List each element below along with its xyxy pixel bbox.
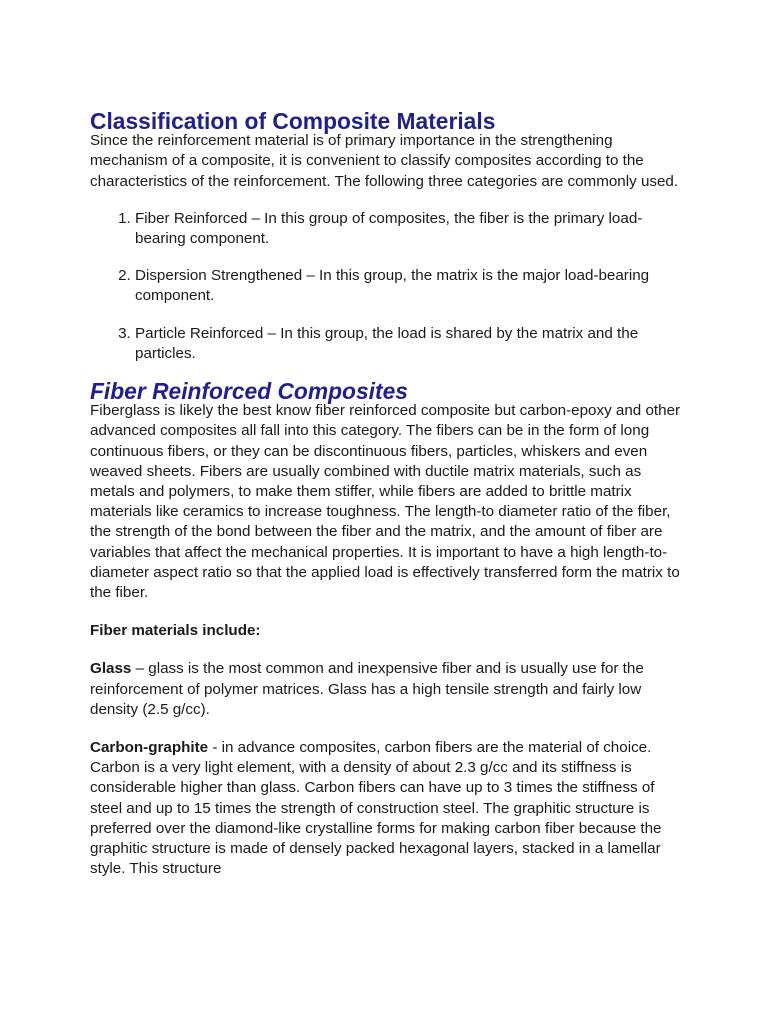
material-carbon-graphite-text: - in advance composites, carbon fibers are the material of choice. Carbon is a very light element, with a density of about 2.3 g/cc and its stiffness is considerable higher than glass. Carbon fibers can have up to 3 times the stiffness of steel and up to 15 times the strength of construction steel. The graphitic structure is preferred over the diamond-like crystalline forms for making carbon fiber because the graphitic structure is made of densely packed hexagonal layers, stacked in a lamellar style. This structure: [90, 739, 662, 878]
material-glass-text: – glass is the most common and inexpensive fiber and is usually use for the reinforcement of polymer matrices. Glass has a high tensile strength and fairly low density (2.5 g/cc).: [90, 660, 644, 718]
category-item-dispersion-strengthened: 2. Dispersion Strengthened – In this group, the matrix is the major load-bearing component.: [135, 266, 682, 306]
category-list: [90, 209, 682, 364]
document-page: [90, 108, 682, 880]
section-heading-classification: Classification of Composite Materials: [90, 108, 496, 134]
material-carbon-graphite: [90, 738, 682, 879]
category-item-fiber-reinforced: 1. Fiber Reinforced – In this group of composites, the fiber is the primary load-bearing component.: [135, 209, 682, 249]
category-item-particle-reinforced: 3. Particle Reinforced – In this group, the load is shared by the matrix and the particles.: [135, 324, 682, 364]
material-carbon-graphite-term: Carbon-graphite: [90, 739, 209, 757]
fiber-materials-heading: Fiber materials include:: [90, 622, 261, 640]
intro-paragraph: Since the reinforcement material is of primary importance in the strengthening mechanism of a composite, it is convenient to classify composites according to the characteristics of the reinforcement. The following three categories are commonly used.: [90, 132, 679, 190]
material-glass-term: Glass: [90, 660, 132, 678]
fiber-reinforced-paragraph: Fiberglass is likely the best know fiber reinforced composite but carbon-epoxy and other advanced composites all fall into this category. The fibers can be in the form of long continuous fibers, or they can be discontinuous fibers, particles, whiskers and even weaved sheets. Fibers are usually combined with ductile matrix materials, such as metals and polymers, to make them stiffer, while fibers are added to brittle matrix materials like ceramics to increase toughness. The length-to diameter ratio of the fiber, the strength of the bond between the fiber and the matrix, and the amount of fiber are variables that affect the mechanical properties. It is important to have a high length-to-diameter aspect ratio so that the applied load is effectively transferred form the matrix to the fiber.: [90, 402, 681, 602]
section-heading-fiber-reinforced: Fiber Reinforced Composites: [90, 378, 408, 405]
material-glass: [90, 659, 682, 720]
